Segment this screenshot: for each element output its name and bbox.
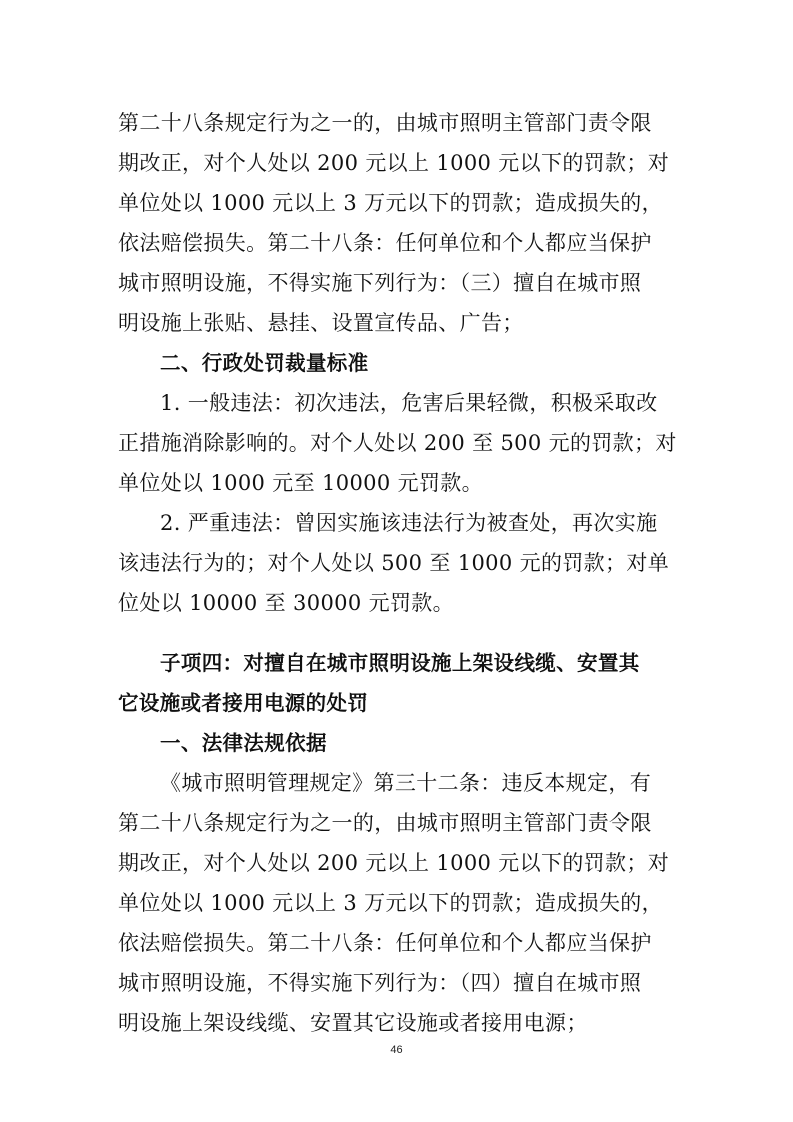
body-paragraph-line: 1. 一般违法：初次违法，危害后果轻微，积极采取改 [160, 391, 658, 415]
body-paragraph-line: 明设施上张贴、悬挂、设置宣传品、广告； [118, 311, 524, 335]
body-paragraph-line: 期改正，对个人处以 200 元以上 1000 元以下的罚款；对 [118, 851, 670, 875]
body-paragraph-line: 单位处以 1000 元以上 3 万元以下的罚款；造成损失的， [118, 191, 664, 215]
body-paragraph-line: 期改正，对个人处以 200 元以上 1000 元以下的罚款；对 [118, 151, 670, 175]
body-paragraph-line: 城市照明设施，不得实施下列行为：（四）擅自在城市照 [118, 971, 642, 995]
section-heading: 一、法律法规依据 [160, 731, 327, 755]
body-paragraph-line: 明设施上架设线缆、安置其它设施或者接用电源； [118, 1011, 588, 1035]
section-heading: 二、行政处罚裁量标准 [160, 351, 369, 375]
body-paragraph-line: 单位处以 1000 元以上 3 万元以下的罚款；造成损失的， [118, 891, 664, 915]
body-paragraph-line: 依法赔偿损失。第二十八条：任何单位和个人都应当保护 [118, 231, 652, 255]
body-paragraph-line: 依法赔偿损失。第二十八条：任何单位和个人都应当保护 [118, 931, 652, 955]
body-paragraph-line: 单位处以 1000 元至 10000 元罚款。 [118, 471, 483, 495]
body-paragraph-line: 位处以 10000 至 30000 元罚款。 [118, 591, 455, 615]
body-paragraph-line: 2. 严重违法：曾因实施该违法行为被查处，再次实施 [160, 511, 658, 535]
body-paragraph-line: 该违法行为的；对个人处以 500 至 1000 元的罚款；对单 [118, 551, 670, 575]
page-number: 46 [390, 1044, 403, 1056]
subitem-title: 它设施或者接用电源的处罚 [118, 691, 369, 715]
body-paragraph-line: 正措施消除影响的。对个人处以 200 至 500 元的罚款；对 [118, 431, 677, 455]
body-paragraph-line: 第二十八条规定行为之一的，由城市照明主管部门责令限 [118, 111, 652, 135]
body-paragraph-line: 第二十八条规定行为之一的，由城市照明主管部门责令限 [118, 811, 652, 835]
subitem-title: 子项四：对擅自在城市照明设施上架设线缆、安置其 [160, 651, 640, 675]
body-paragraph-line: 《城市照明管理规定》第三十二条：违反本规定，有 [160, 771, 652, 795]
body-paragraph-line: 城市照明设施，不得实施下列行为：（三）擅自在城市照 [118, 271, 642, 295]
